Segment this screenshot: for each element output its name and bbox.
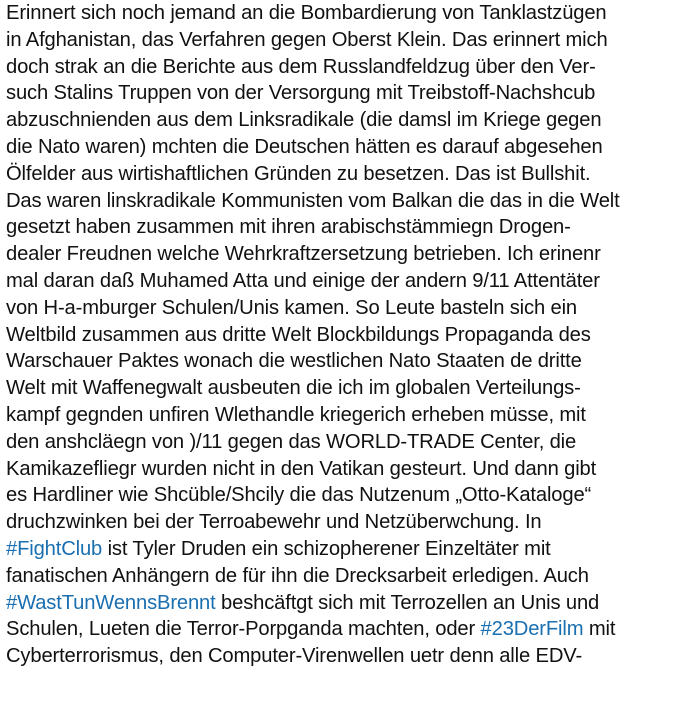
text-line: abzuschnienden aus dem Linksradikale (die damsl im Kriege gegen — [6, 109, 602, 132]
text-line: doch strak an die Berichte aus dem Russlandfeldzug über den Ver- — [6, 55, 596, 78]
text-line — [6, 616, 682, 643]
text-fragment: beshcäftgt sich mit Terrozellen an Unis und — [215, 591, 600, 614]
text-line: die Nato waren) mchten die Deutschen hätten es darauf abgesehen — [6, 135, 603, 158]
text-line: mal daran daß Muhamed Atta und einige der andern 9/11 Attentäter — [6, 269, 600, 292]
text-line: es Hardliner wie Shcüble/Shcily die das Nutzenum „Otto-Kataloge“ — [6, 484, 592, 507]
text-line: Erinnert sich noch jemand an die Bombardierung von Tanklastzügen — [6, 2, 607, 24]
text-line: gesetzt haben zusammen mit ihren arabischstämmiegn Drogen- — [6, 216, 571, 239]
text-line: kampf gegnden unfiren Wlethandle kriegerich erheben müsse, mit — [6, 403, 586, 426]
text-line: Cyberterrorismus, den Computer-Virenwellen uetr denn alle EDV- — [6, 645, 583, 668]
text-line — [6, 590, 682, 617]
post-text — [6, 0, 682, 670]
text-fragment: Schulen, Lueten die Terror-Porpganda machten, oder — [6, 618, 481, 641]
text-line: fanatischen Anhängern de für ihn die Drecksarbeit erledigen. Auch — [6, 564, 589, 587]
hashtag-23derfilm-link[interactable]: #23DerFilm — [480, 618, 584, 641]
text-line: in Afghanistan, das Verfahren gegen Oberst Klein. Das erinnert mich — [6, 28, 608, 51]
text-line: den anshcläegn von )/11 gegen das WORLD-TRADE Center, die — [6, 430, 577, 453]
text-line: Welt mit Waffenegwalt ausbeuten die ich im globalen Verteilungs- — [6, 377, 581, 400]
text-fragment: mit — [583, 618, 616, 641]
text-fragment: ist Tyler Druden ein schizopherener Einzeltäter mit — [102, 537, 551, 560]
hashtag-fightclub-link[interactable]: #FightClub — [6, 537, 103, 560]
text-line: Das waren linskradikale Kommunisten vom Balkan die das in die Welt — [6, 189, 620, 212]
text-line: dealer Freudnen welche Wehrkraftzersetzung betrieben. Ich erinenr — [6, 243, 601, 266]
text-line — [6, 536, 682, 563]
text-line: Ölfelder aus wirtishaftlichen Gründen zu besetzen. Das ist Bullshit. — [6, 162, 591, 185]
text-line: Kamikazefliegr wurden nicht in den Vatikan gesteurt. Und dann gibt — [6, 457, 597, 480]
text-line: such Stalins Truppen von der Versorgung mit Treibstoff-Nachshcub — [6, 82, 596, 105]
text-line: von H-a-mburger Schulen/Unis kamen. So Leute basteln sich ein — [6, 296, 577, 319]
hashtag-wasttunwennsbrennt-link[interactable]: #WastTunWennsBrennt — [6, 591, 216, 614]
text-line: Weltbild zusammen aus dritte Welt Blockbildungs Propaganda des — [6, 323, 591, 346]
text-line: Warschauer Paktes wonach die westlichen Nato Staaten de dritte — [6, 350, 582, 373]
text-line: druchzwinken bei der Terroabewehr und Netzüberwchung. In — [6, 511, 542, 534]
